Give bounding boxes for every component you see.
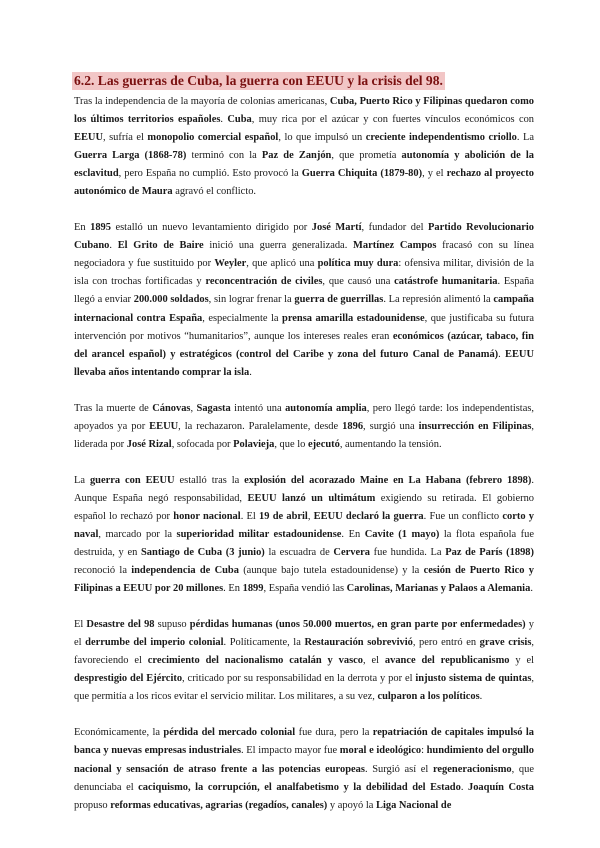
text-run: , que lo — [274, 438, 308, 450]
text-run: . El impacto mayor fue — [241, 745, 340, 757]
text-run: . — [220, 114, 228, 126]
text-run: , lo que impulsó un — [278, 132, 366, 144]
text-run: . — [109, 240, 118, 252]
bold-text-run: caciquismo, la corrupción, el analfabetismo y la debilidad del Estado — [138, 781, 461, 793]
paragraph-war-with-usa — [74, 472, 534, 598]
text-run: (aunque bajo tutela estadounidense) y la — [238, 565, 424, 577]
text-run: . — [249, 366, 252, 378]
text-run: , que causó una — [322, 276, 395, 288]
bold-text-run: Guerra Larga (1868-78) — [74, 150, 187, 162]
text-run: , liderada por — [74, 420, 534, 450]
text-run: El — [74, 619, 87, 631]
bold-text-run: guerra con EEUU — [89, 474, 175, 486]
bold-text-run: Santiago de Cuba (3 junio) — [141, 547, 265, 559]
text-run: . — [530, 583, 533, 595]
bold-text-run: desprestigio del Ejército — [74, 673, 183, 685]
bold-text-run: Liga Nacional de — [375, 799, 452, 811]
text-run: . Surgió así el — [364, 763, 433, 775]
text-run: y apoyó la — [327, 799, 376, 811]
bold-text-run: Restauración sobrevivió — [304, 637, 413, 649]
bold-text-run: pérdidas humanas (unos 50.000 muertos, en gran parte por enfermedades) — [189, 619, 526, 631]
bold-text-run: Cánovas — [152, 402, 191, 414]
bold-text-run: económicos (azúcar, tabaco, fin del arancel español) y estratégicos (control del Caribe y zona del futuro Canal de Panamá) — [74, 330, 534, 360]
bold-text-run: José Martí — [311, 222, 362, 234]
text-run: fue dura, pero la — [295, 727, 373, 739]
text-run: fue hundida. La — [369, 547, 446, 559]
text-run: : — [421, 745, 427, 757]
text-run: , y el — [422, 168, 447, 180]
bold-text-run: autonomía y abolición de la esclavitud — [74, 150, 534, 180]
paragraph-1895-uprising — [74, 219, 534, 381]
bold-text-run: Paz de Zanjón — [261, 150, 332, 162]
bold-text-run: Guerra Chiquita (1879-80) — [301, 168, 423, 180]
text-run: , que aplicó una — [246, 258, 318, 270]
bold-text-run: Cervera — [333, 547, 370, 559]
text-run: . España llegó a enviar — [74, 276, 535, 306]
bold-text-run: Carolinas, Marianas y Palaos a Alemania — [346, 583, 531, 595]
bold-text-run: Joaquín Costa — [467, 781, 535, 793]
text-run: , especialmente la — [202, 312, 283, 324]
text-run: reconoció la — [74, 565, 132, 577]
text-run: . — [498, 348, 505, 360]
bold-text-run: Partido Revolucionario Cubano — [74, 222, 534, 252]
bold-text-run: 1899 — [242, 583, 264, 595]
text-run: y el — [74, 619, 535, 649]
bold-text-run: EEUU declaró la guerra — [313, 510, 424, 522]
text-run: Tras la independencia de la mayoría de colonias americanas, — [74, 96, 330, 107]
text-run: y el — [509, 655, 534, 667]
bold-text-run: grave crisis — [479, 637, 532, 649]
bold-text-run: independencia de Cuba — [131, 565, 239, 577]
text-run: . Políticamente, la — [223, 637, 305, 649]
text-run: propuso — [74, 799, 111, 811]
bold-text-run: Polavieja — [233, 438, 275, 450]
paragraph-cuba-background — [74, 93, 534, 201]
text-run: supuso — [154, 619, 190, 631]
text-run: , criticado por su responsabilidad en la derrota y por el — [182, 673, 416, 685]
bold-text-run: corto y naval — [74, 510, 534, 540]
bold-text-run: explosión del acorazado Maine en La Habana (febrero 1898) — [244, 474, 532, 486]
bold-text-run: El Grito de Baire — [117, 240, 204, 252]
text-run: , marcado por la — [98, 528, 177, 540]
text-run: . Fue un conflicto — [423, 510, 503, 522]
bold-text-run: 200.000 soldados — [133, 294, 209, 306]
text-run: , sofocada por — [171, 438, 234, 450]
text-run: , que justificaba su futura intervención por motivos “humanitarios”, aunque los intereses reales eran — [74, 312, 535, 342]
bold-text-run: Paz de París (1898) — [445, 547, 534, 559]
bold-text-run: injusto sistema de quintas — [415, 673, 532, 685]
bold-text-run: Weyler — [214, 258, 247, 270]
bold-text-run: autonomía amplia — [285, 402, 367, 414]
text-run: . — [460, 781, 468, 793]
bold-text-run: pérdida del mercado colonial — [163, 727, 296, 739]
text-run: En — [74, 222, 91, 234]
bold-text-run: 19 de abril — [259, 510, 308, 522]
text-run: , la rechazaron. Paralelamente, desde — [178, 420, 343, 432]
text-run: . La represión alimentó la — [383, 294, 494, 306]
text-run: la flota española fue destruida, y en — [74, 528, 534, 559]
text-run: , fundador del — [361, 222, 429, 234]
bold-text-run: EEUU llevaba años intentando comprar la isla — [74, 348, 534, 378]
text-run: exigiendo su retirada. El gobierno español lo rechazó por — [74, 492, 535, 522]
text-run: terminó con la — [186, 150, 262, 162]
text-run: , sin lograr frenar la — [208, 294, 295, 306]
bold-text-run: hundimiento del orgullo nacional y sensación de atraso frente a las potencias europeas — [74, 745, 535, 775]
paragraph-disaster-98 — [74, 616, 534, 706]
text-run: , — [307, 510, 314, 522]
bold-text-run: repatriación de capitales impulsó la banca y nuevas empresas industriales — [74, 727, 535, 757]
bold-text-run: EEUU — [149, 420, 179, 432]
text-run: , muy rica por el azúcar y con fuertes vínculos económicos con — [251, 114, 535, 126]
text-run: . En — [341, 528, 365, 540]
text-run: La — [74, 474, 90, 486]
bold-text-run: superioridad militar estadounidense — [176, 528, 342, 540]
text-run: Tras la muerte de — [74, 402, 153, 414]
text-run: . La — [516, 132, 534, 144]
text-run: , pero entró en — [412, 637, 480, 649]
text-run: . El — [240, 510, 260, 522]
bold-text-run: rechazo al proyecto autonómico de Maura — [74, 168, 534, 198]
text-run: , que prometía — [331, 150, 402, 162]
bold-text-run: 1895 — [90, 222, 111, 234]
bold-text-run: monopolio comercial español — [147, 132, 279, 144]
bold-text-run: derrumbe del imperio colonial — [85, 637, 224, 649]
bold-text-run: Martínez Campos — [353, 240, 437, 252]
bold-text-run: Cavite (1 mayo) — [364, 528, 440, 540]
bold-text-run: EEUU lanzó un ultimátum — [247, 492, 376, 504]
text-run: fracasó con su línea negociadora y fue sustituido por — [74, 240, 535, 270]
bold-text-run: reconcentración de civiles — [205, 276, 323, 288]
text-run: agravó el conflicto. — [172, 186, 257, 198]
text-run: estalló tras la — [174, 474, 245, 486]
bold-text-run: honor nacional — [173, 510, 241, 522]
text-run: . En — [223, 583, 243, 595]
bold-text-run: campaña internacional contra España — [74, 294, 535, 324]
text-run: , pero llegó tarde: los independentistas, apoyados ya por — [74, 402, 535, 432]
bold-text-run: política muy dura — [317, 258, 399, 270]
text-run: : ofensiva militar, división de la isla con trochas fortificadas y — [74, 258, 534, 288]
text-run: estalló un nuevo levantamiento dirigido por — [110, 222, 312, 234]
bold-text-run: moral e ideológico — [339, 745, 422, 757]
text-run: , — [190, 402, 197, 414]
text-run: , surgió una — [363, 420, 419, 432]
section-heading: 6.2. Las guerras de Cuba, la guerra con EEUU y la crisis del 98. — [74, 73, 443, 88]
text-run: , que denunciaba el — [74, 763, 534, 793]
bold-text-run: catástrofe humanitaria — [394, 276, 498, 288]
text-run: inició una guerra generalizada. — [203, 240, 354, 252]
text-run: , aumentando la tensión. — [339, 438, 442, 450]
text-run: , que permitía a los ricos evitar el servicio militar. Los militares, a su vez, — [74, 673, 534, 703]
bold-text-run: ejecutó — [307, 438, 340, 450]
text-run: . Aunque España negó responsabilidad, — [74, 474, 534, 504]
bold-text-run: guerra de guerrillas — [294, 294, 384, 306]
bold-text-run: 1896 — [342, 420, 364, 432]
bold-text-run: reformas educativas, agrarias (regadíos, canales) — [110, 799, 328, 811]
paragraph-economic-consequences — [74, 724, 534, 814]
text-run: , España vendió las — [263, 583, 347, 595]
bold-text-run: Desastre del 98 — [86, 619, 155, 631]
text-run: , el — [363, 655, 385, 667]
bold-text-run: EEUU — [74, 132, 103, 144]
bold-text-run: creciente independentismo criollo — [365, 132, 517, 144]
text-run: , pero España no cumplió. Esto provocó la — [118, 168, 302, 180]
text-run: , favoreciendo el — [74, 637, 534, 667]
bold-text-run: cesión de Puerto Rico y Filipinas a EEUU por 20 millones — [74, 565, 534, 595]
bold-text-run: Sagasta — [196, 402, 231, 414]
text-run: Económicamente, la — [74, 727, 164, 739]
bold-text-run: Cuba, Puerto Rico y Filipinas quedaron como los últimos territorios españoles — [74, 96, 534, 126]
bold-text-run: Cuba — [227, 114, 252, 126]
paragraph-philippines — [74, 400, 534, 454]
bold-text-run: regeneracionismo — [432, 763, 512, 775]
bold-text-run: culparon a los políticos — [377, 691, 480, 703]
bold-text-run: insurrección en Filipinas — [418, 420, 532, 432]
text-run: intentó una — [230, 402, 286, 414]
bold-text-run: avance del republicanismo — [384, 655, 510, 667]
text-run: la escuadra de — [264, 547, 334, 559]
text-run: , sufría el — [103, 132, 148, 144]
bold-text-run: José Rizal — [126, 438, 172, 450]
text-run: . — [479, 691, 483, 703]
bold-text-run: prensa amarilla estadounidense — [282, 312, 425, 324]
bold-text-run: crecimiento del nacionalismo catalán y vasco — [147, 655, 363, 667]
